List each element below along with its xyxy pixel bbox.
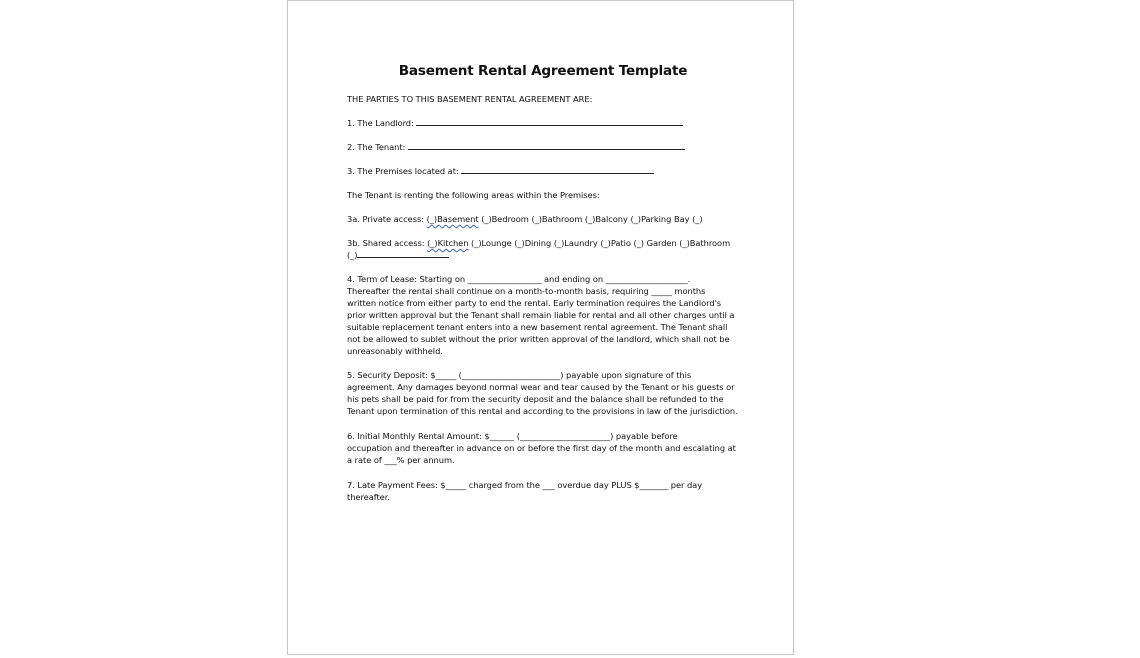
term-line: prior written approval but the Tenant shall remain liable for rental and all other charges until a [347,310,735,320]
tenant-label: 2. The Tenant: [347,142,406,152]
shared-kitchen-option[interactable]: (_)Kitchen [427,238,469,248]
term-line: suitable replacement tenant enters into a new basement rental agreement. The Tenant shall [347,322,728,332]
security-deposit-section [347,369,739,417]
parties-heading: THE PARTIES TO THIS BASEMENT RENTAL AGREEMENT ARE: [347,94,593,104]
deposit-line: his pets shall be paid for from the security deposit and the balance shall be refunded to the [347,394,724,404]
private-bedroom-option[interactable]: (_)Bedroom [481,214,529,224]
shared-other-option[interactable]: (_) [347,250,358,260]
term-line: written notice from either party to end the rental. Early termination requires the Landlord's [347,298,722,308]
areas-intro: The Tenant is renting the following areas within the Premises: [347,190,600,200]
document-title: Basement Rental Agreement Template [398,63,688,79]
late-fee-line: 7. Late Payment Fees: $_____ charged from the ___ overdue day PLUS $_______ per day [347,480,703,490]
rental-line: occupation and thereafter in advance on or before the first day of the month and escalating at [347,443,736,453]
premises-blank[interactable] [461,165,654,174]
shared-laundry-option[interactable]: (_)Laundry [553,238,598,248]
shared-bathroom-option[interactable]: (_)Bathroom [679,238,731,248]
deposit-line: agreement. Any damages beyond normal wear and tear caused by the Tenant or his guests or [347,382,735,392]
shared-garden-option[interactable]: (_) Garden [633,238,677,248]
shared-access-other[interactable] [347,249,449,261]
private-access-line [347,213,703,225]
term-line: not be allowed to sublet without the prior written approval of the landlord, which shall not be [347,334,730,344]
private-bathroom-option[interactable]: (_)Bathroom [531,214,583,224]
private-access-prefix: 3a. Private access: [347,214,425,224]
private-basement-option[interactable]: (_)Basement [426,214,479,224]
tenant-blank[interactable] [408,141,685,150]
term-line: 4. Term of Lease: Starting on __________________ and ending on ____________________. [347,274,691,284]
private-balcony-option[interactable]: (_)Balcony [584,214,628,224]
monthly-rental-section [347,430,739,466]
shared-other-blank[interactable] [357,249,449,258]
term-line: unreasonably withheld. [347,346,443,356]
term-line: Thereafter the rental shall continue on a month-to-month basis, requiring _____ months [347,286,706,296]
shared-dining-option[interactable]: (_)Dining [514,238,552,248]
private-parking-option[interactable]: (_)Parking Bay (_) [630,214,703,224]
shared-access-prefix: 3b. Shared access: [347,238,425,248]
shared-access-line [347,237,730,249]
shared-lounge-option[interactable]: (_)Lounge [471,238,512,248]
deposit-line: Tenant upon termination of this rental and according to the provisions in law of the jurisdiction. [347,406,738,416]
deposit-line: 5. Security Deposit: $_____ (________________________) payable upon signature of this [347,370,692,380]
term-of-lease-section [347,273,739,357]
tenant-field[interactable] [347,141,685,153]
rental-line: 6. Initial Monthly Rental Amount: $______ (______________________) payable before [347,431,678,441]
shared-patio-option[interactable]: (_)Patio [600,238,631,248]
late-fee-line: thereafter. [347,492,390,502]
landlord-label: 1. The Landlord: [347,118,414,128]
late-fees-section [347,479,739,503]
landlord-field[interactable] [347,117,683,129]
landlord-blank[interactable] [416,117,683,126]
rental-line: a rate of ___% per annum. [347,455,455,465]
premises-label: 3. The Premises located at: [347,166,459,176]
document-page [287,0,794,655]
premises-field[interactable] [347,165,654,177]
